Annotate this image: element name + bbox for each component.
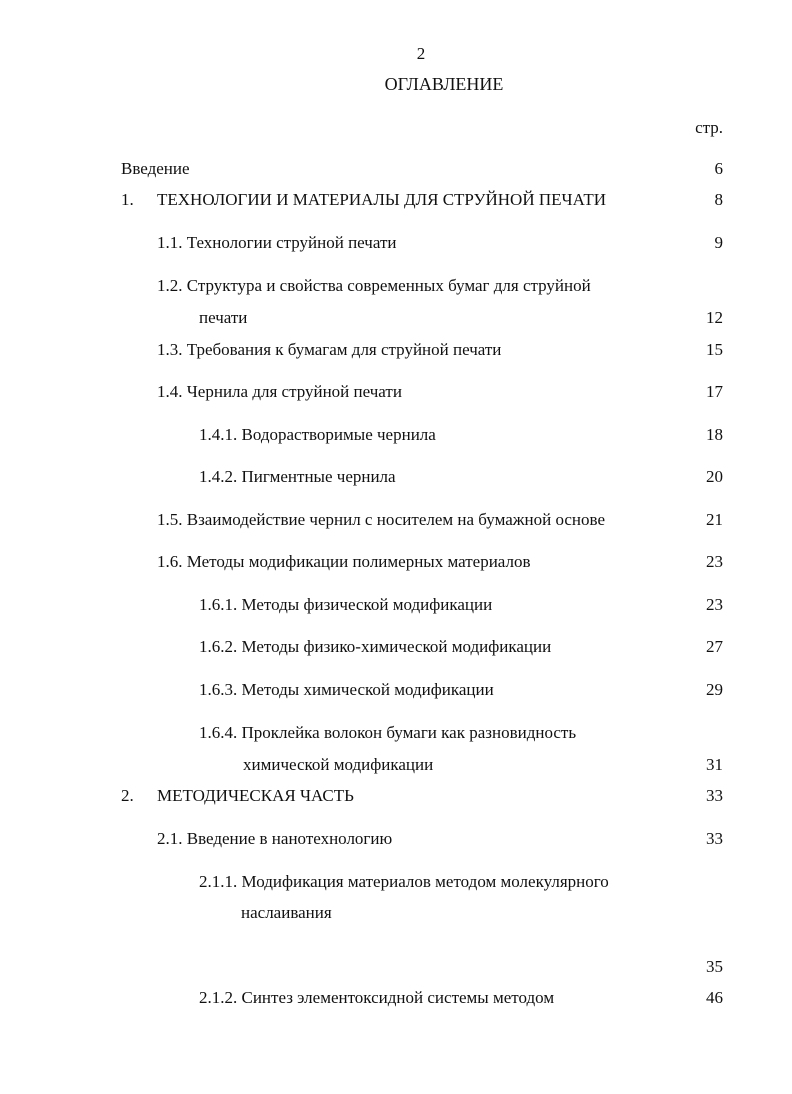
toc-entry-page: 23 — [706, 552, 723, 571]
toc-entry-text: 1.4. Чернила для струйной печати — [157, 382, 402, 401]
toc-entry-number: 1. — [121, 190, 134, 209]
toc-entry-text-continued: химической модификации — [243, 755, 434, 774]
toc-entry-page: 17 — [706, 382, 723, 401]
toc-entry-text: 1.4.2. Пигментные чернила — [199, 467, 396, 486]
toc-entry-text: 1.6.3. Методы химической модификации — [199, 680, 494, 699]
toc-entry-page: 9 — [714, 233, 723, 252]
toc-entry-text: 2.1. Введение в нанотехнологию — [157, 829, 393, 848]
toc-entry-text-continued: печати — [199, 308, 248, 327]
toc-entry-page: 18 — [706, 425, 723, 444]
toc-entry-page: 8 — [714, 190, 723, 209]
toc-entry-page: 31 — [706, 755, 723, 774]
toc-entry-text: 2.1.2. Синтез элементоксидной системы методом — [199, 988, 555, 1007]
toc-entry-text: Введение — [121, 159, 190, 178]
toc-entry-text: 1.5. Взаимодействие чернил с носителем на бумажной основе — [157, 510, 605, 529]
toc-entry-page: 20 — [706, 467, 723, 486]
toc-entry-text: 1.6.1. Методы физической модификации — [199, 595, 493, 614]
toc-entry-page: 15 — [706, 340, 723, 359]
toc-entry-text: 1.1. Технологии струйной печати — [157, 233, 397, 252]
toc-entry-page: 23 — [706, 595, 723, 614]
page-number: 2 — [416, 44, 426, 63]
toc-entry-page: 6 — [714, 159, 723, 178]
toc-entry-text-continued: наслаивания — [241, 903, 332, 922]
toc-entry-page: 29 — [706, 680, 723, 699]
toc-entry-text: 1.6.4. Проклейка волокон бумаги как разновидность — [199, 723, 577, 742]
toc-entry-page: 21 — [706, 510, 723, 529]
page-title: ОГЛАВЛЕНИЕ — [384, 74, 504, 94]
toc-entry-text: МЕТОДИЧЕСКАЯ ЧАСТЬ — [157, 786, 354, 805]
toc-entry-number: 2. — [121, 786, 134, 805]
toc-entry-page: 33 — [706, 829, 723, 848]
toc-entry-page: 35 — [706, 957, 723, 976]
toc-entry-page: 46 — [706, 988, 723, 1007]
toc-entry-page: 27 — [706, 637, 723, 656]
toc-entry-page: 33 — [706, 786, 723, 805]
toc-entry-page: 12 — [706, 308, 723, 327]
toc-entry-text: ТЕХНОЛОГИИ И МАТЕРИАЛЫ ДЛЯ СТРУЙНОЙ ПЕЧАТИ — [157, 190, 607, 209]
toc-entry-text: 1.6.2. Методы физико-химической модификации — [199, 637, 552, 656]
toc-entry-text: 1.3. Требования к бумагам для струйной печати — [157, 340, 502, 359]
toc-entry-text: 1.4.1. Водорастворимые чернила — [199, 425, 436, 444]
toc-entry-text: 1.2. Структура и свойства современных бумаг для струйной — [157, 276, 591, 295]
toc-entry-text: 2.1.1. Модификация материалов методом молекулярного — [199, 872, 609, 891]
toc-entry-text: 1.6. Методы модификации полимерных материалов — [157, 552, 531, 571]
page-column-label: стр. — [695, 118, 723, 137]
